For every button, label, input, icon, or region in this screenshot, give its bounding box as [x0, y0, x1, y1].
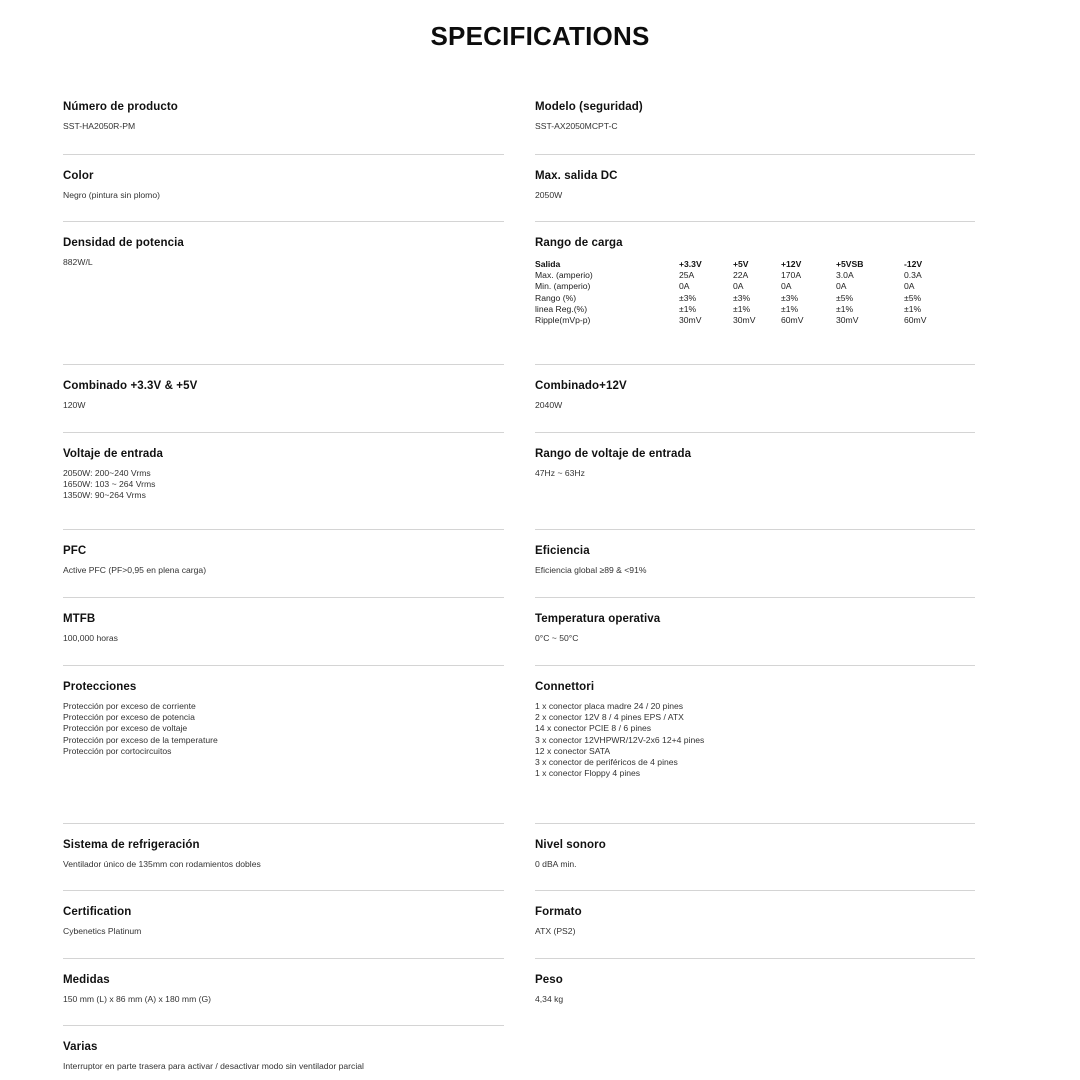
spec-label: Voltaje de entrada [63, 448, 164, 460]
spec-label: Temperatura operativa [535, 613, 661, 625]
divider [63, 665, 504, 666]
spec-label: Protecciones [63, 681, 137, 693]
load-table-cell: ±5% [904, 292, 922, 303]
spec-value [63, 994, 504, 1005]
spec-value-line: Negro (pintura sin plomo) [63, 190, 160, 200]
load-table-row [535, 270, 944, 281]
load-table-cell: ±1% [781, 303, 799, 314]
spec-rango-carga [535, 236, 975, 250]
load-table-cell: 0A [679, 281, 690, 292]
spec-label: Número de producto [63, 101, 178, 113]
spec-value [535, 468, 975, 479]
divider [63, 529, 504, 530]
load-table-cell: Min. (amperio) [535, 281, 591, 292]
spec-label: Varias [63, 1041, 98, 1053]
load-table-cell: ±3% [781, 292, 799, 303]
spec-nivel-sonoro [535, 838, 975, 870]
spec-label: Medidas [63, 974, 110, 986]
load-table-cell: ±5% [836, 292, 854, 303]
spec-max-salida [535, 169, 975, 201]
load-table-cell: 0A [781, 281, 792, 292]
divider [63, 432, 504, 433]
divider [63, 154, 504, 155]
divider [535, 597, 975, 598]
spec-temperatura [535, 612, 975, 644]
spec-value-line: Interruptor en parte trasera para activar / desactivar modo sin ventilador parcial [63, 1061, 364, 1071]
spec-value-line: Protección por exceso de voltaje [63, 723, 188, 734]
spec-rango-voltaje [535, 447, 975, 479]
load-table-cell: 3.0A [836, 270, 854, 281]
divider [535, 890, 975, 891]
spec-color [63, 169, 504, 201]
load-table-header: +5VSB [836, 259, 864, 269]
load-table-cell: 60mV [781, 315, 804, 326]
spec-certification [63, 905, 504, 937]
spec-value-line: Active PFC (PF>0,95 en plena carga) [63, 565, 207, 575]
spec-value-line: 150 mm (L) x 86 mm (A) x 180 mm (G) [63, 994, 212, 1004]
load-table-cell: ±1% [679, 303, 697, 314]
load-table-cell: 0A [904, 281, 915, 292]
spec-medidas [63, 973, 504, 1005]
page-title: SPECIFICATIONS [430, 21, 650, 51]
divider [535, 529, 975, 530]
divider [63, 890, 504, 891]
load-table-cell: ±3% [679, 292, 697, 303]
spec-label: Max. salida DC [535, 170, 618, 182]
load-table-cell: ±1% [904, 303, 922, 314]
spec-label: Rango de voltaje de entrada [535, 448, 692, 460]
spec-label: Eficiencia [535, 545, 590, 557]
spec-value [535, 926, 975, 937]
spec-value-line: Protección por exceso de la temperature [63, 734, 218, 745]
spec-value [535, 633, 975, 644]
spec-value-line: 1 x conector placa madre 24 / 20 pines [535, 701, 684, 711]
spec-value-line: 1650W: 103 ~ 264 Vrms [63, 479, 156, 490]
spec-label: Formato [535, 906, 582, 918]
load-table-row [535, 293, 944, 304]
spec-pfc [63, 544, 504, 576]
divider [535, 364, 975, 365]
spec-value-line: SST-AX2050MCPT-C [535, 121, 618, 131]
load-table-header: -12V [904, 259, 923, 269]
load-table-row [535, 281, 944, 292]
spec-refrigeracion [63, 838, 504, 870]
spec-value [535, 994, 975, 1005]
spec-label: Connettori [535, 681, 595, 693]
spec-value-line: 1 x conector Floppy 4 pines [535, 768, 641, 779]
divider [535, 665, 975, 666]
load-table-cell: ±1% [733, 303, 751, 314]
spec-value [535, 859, 975, 870]
load-table-cell: 30mV [733, 315, 756, 326]
spec-value [63, 1061, 504, 1072]
spec-value [63, 633, 504, 644]
spec-value-line: 4,34 kg [535, 994, 564, 1004]
load-table-cell: 30mV [836, 315, 859, 326]
load-table-row [535, 315, 944, 326]
spec-value-line: 14 x conector PCIE 8 / 6 pines [535, 723, 652, 734]
load-table-cell: ±3% [733, 292, 751, 303]
load-table-header: +3.3V [679, 259, 702, 269]
spec-value [535, 701, 975, 779]
divider [535, 154, 975, 155]
load-table-header-row [535, 259, 944, 270]
spec-value [535, 400, 975, 411]
divider [535, 823, 975, 824]
divider [63, 823, 504, 824]
spec-value-line: 120W [63, 400, 86, 410]
spec-formato [535, 905, 975, 937]
spec-value [535, 565, 975, 576]
divider [63, 221, 504, 222]
spec-label: Certification [63, 906, 132, 918]
spec-value-line: 12 x conector SATA [535, 745, 611, 756]
spec-value-line: Protección por exceso de corriente [63, 701, 196, 711]
spec-value [63, 701, 504, 757]
spec-value-line: 100,000 horas [63, 633, 118, 643]
divider [535, 432, 975, 433]
divider [63, 1025, 504, 1026]
spec-value [63, 565, 504, 576]
load-table-cell: Max. (amperio) [535, 270, 593, 281]
spec-label: MTFB [63, 613, 96, 625]
spec-value-line: SST-HA2050R-PM [63, 121, 136, 131]
spec-value-line: Ventilador único de 135mm con rodamientos dobles [63, 859, 261, 869]
divider [63, 597, 504, 598]
spec-label: Peso [535, 974, 563, 986]
divider [535, 221, 975, 222]
spec-value-line: Cybenetics Platinum [63, 926, 142, 936]
spec-value-line: 2050W: 200~240 Vrms [63, 468, 151, 478]
divider [63, 364, 504, 365]
spec-label: Nivel sonoro [535, 839, 606, 851]
spec-value-line: Protección por exceso de potencia [63, 712, 195, 723]
load-table-cell: Rango (%) [535, 292, 577, 303]
load-table-row [535, 304, 944, 315]
spec-value [63, 257, 504, 268]
spec-label: Densidad de potencia [63, 237, 184, 249]
spec-value [535, 190, 975, 201]
spec-label: Sistema de refrigeración [63, 839, 200, 851]
load-table-header: +12V [781, 259, 802, 269]
load-table-cell: 25A [679, 270, 695, 281]
spec-value-line: 2 x conector 12V 8 / 4 pines EPS / ATX [535, 712, 684, 723]
spec-value-line: 3 x conector de periféricos de 4 pines [535, 757, 678, 768]
load-table-header: +5V [733, 259, 749, 269]
spec-value-line: Eficiencia global ≥89 & <91% [535, 565, 647, 575]
load-range-table [535, 259, 944, 326]
spec-value-line: 1350W: 90~264 Vrms [63, 490, 146, 501]
spec-densidad [63, 236, 504, 268]
spec-connettori [535, 680, 975, 779]
load-table-cell: ±1% [836, 303, 854, 314]
spec-eficiencia [535, 544, 975, 576]
divider [535, 958, 975, 959]
spec-value-line: ATX (PS2) [535, 926, 576, 936]
spec-combinado-12v [535, 379, 975, 411]
load-table-cell: linea Reg.(%) [535, 303, 588, 314]
spec-label: PFC [63, 545, 87, 557]
spec-value [63, 468, 504, 502]
spec-label: Color [63, 170, 94, 182]
spec-label: Combinado+12V [535, 380, 627, 392]
spec-value-line: 0°C ~ 50°C [535, 633, 579, 643]
spec-value-line: 0 dBA min. [535, 859, 577, 869]
divider [63, 958, 504, 959]
spec-value-line: 882W/L [63, 257, 93, 267]
load-table-cell: Ripple(mVp-p) [535, 315, 591, 326]
load-table-cell: 0.3A [904, 270, 922, 281]
spec-combinado-3v3-5v [63, 379, 504, 411]
load-table-cell: 0A [836, 281, 847, 292]
spec-value-line: 2040W [535, 400, 563, 410]
spec-protecciones [63, 680, 504, 757]
spec-varias [63, 1040, 504, 1072]
spec-voltaje-entrada [63, 447, 504, 502]
load-table-cell: 30mV [679, 315, 702, 326]
spec-value [535, 121, 975, 132]
load-table-cell: 0A [733, 281, 744, 292]
spec-peso [535, 973, 975, 1005]
load-table-header: Salida [535, 259, 561, 269]
spec-numero-producto [63, 100, 504, 132]
load-table-cell: 170A [781, 270, 802, 281]
spec-value [63, 121, 504, 132]
spec-label: Combinado +3.3V & +5V [63, 380, 198, 392]
spec-value-line: Protección por cortocircuitos [63, 745, 172, 756]
spec-value-line: 3 x conector 12VHPWR/12V-2x6 12+4 pines [535, 734, 705, 745]
load-table-cell: 22A [733, 270, 749, 281]
load-table-cell: 60mV [904, 315, 927, 326]
spec-value [63, 859, 504, 870]
spec-value [63, 926, 504, 937]
spec-value-line: 47Hz ~ 63Hz [535, 468, 585, 478]
spec-mtfb [63, 612, 504, 644]
spec-value [63, 400, 504, 411]
spec-label: Rango de carga [535, 237, 623, 249]
spec-value-line: 2050W [535, 190, 563, 200]
spec-modelo [535, 100, 975, 132]
spec-value [63, 190, 504, 201]
spec-label: Modelo (seguridad) [535, 101, 643, 113]
